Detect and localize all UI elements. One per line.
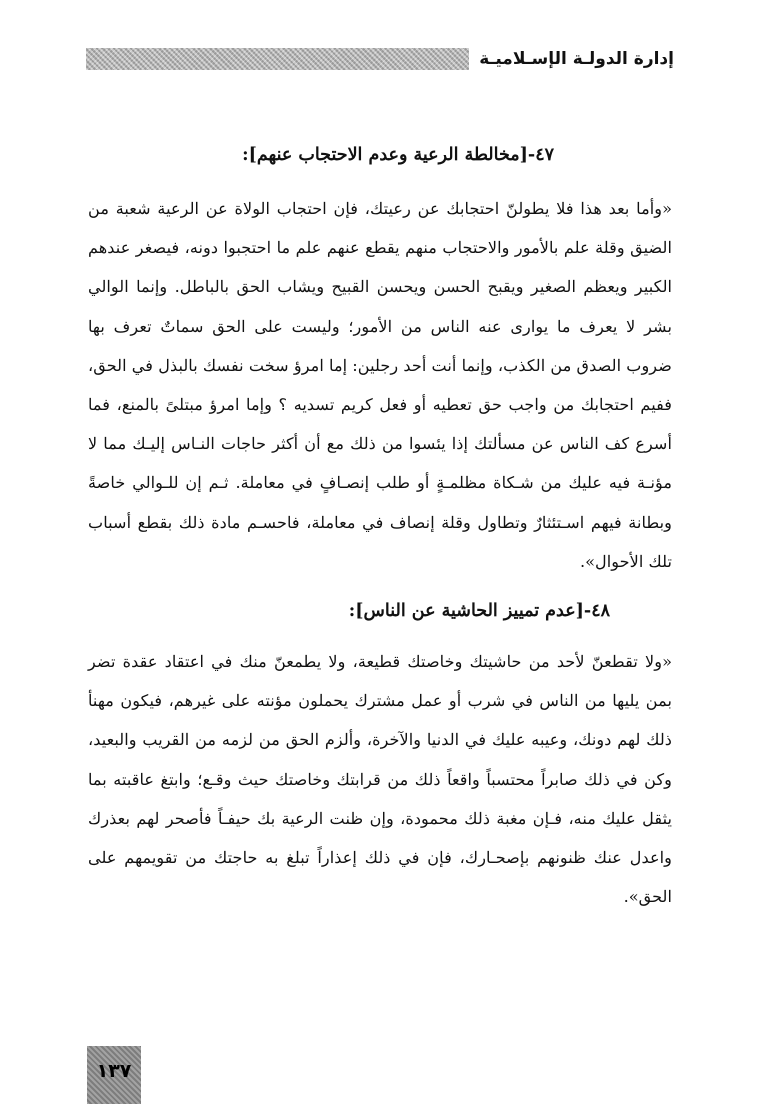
- section-heading-47: ٤٧-[مخالطة الرعية وعدم الاحتجاب عنهم]:: [242, 145, 554, 165]
- section-heading-48: ٤٨-[عدم تمييز الحاشية عن الناس]:: [348, 601, 610, 622]
- running-header-title: إدارة الدولـة الإسـلاميـة: [479, 49, 674, 69]
- section-paragraph-47: «وأما بعد هذا فلا يطولنّ احتجابك عن رعيتك، فإن احتجاب الولاة عن الرعية شعبة من الضيق وقلة علم بالأمور والاحتجاب منهم يقطع عنهم علم ما احتجبوا دونه، فيصغر عندهم الكبير ويعظم الصغير ويقبح الحسن ويحسن القبيح ويشاب الحق بالباطل. وإنما الوالي بشر لا يعرف ما يوارى عنه الناس من الأمور؛ وليست على الحق سماتٌ تعرف بها ضروب الصدق من الكذب، وإنما أنت أحد رجلين: إما امرؤ سخت نفسك بالبذل في الحق، ففيم احتجابك من واجب حق تعطيه أو فعل كريم تسديه ؟ وإما امرؤ مبتلىً بالمنع، فما أسرع كف الناس عن مسألتك إذا يئسوا من ذلك مع أن أكثر حاجات النـاس إليـك مما لا مؤنـة فيه عليك من شـكاة مظلمـةٍ أو طلب إنصـافٍ في معاملة. ثـم إن للـوالي خاصةً وبطانة فيهم اسـتئثارٌ وتطاول وقلة إنصاف في معاملة، فاحسـم مادة ذلك بقطع أسباب تلك الأحوال».: [88, 199, 672, 571]
- header-decorative-band: [86, 48, 469, 70]
- section-paragraph-48: «ولا تقطعنّ لأحد من حاشيتك وخاصتك قطيعة، ولا يطمعنّ منك في اعتقاد عقدة تضر بمن يليها من الناس في شرب أو عمل مشترك يحملون مؤنته على غيرهم، فيكون مهنأ ذلك لهم دونك، وعيبه عليك في الدنيا والآخرة، وألزم الحق من لزمه من القريب والبعيد، وكن في ذلك صابراً محتسباً واقعاً ذلك من قرابتك وخاصتك حيث وقـع؛ وابتغ عاقبته بما يثقل عليك منه، فـإن مغبة ذلك محمودة، وإن ظنت الرعية بك حيفـاً فأصحر لهم بعذرك واعدل عنك ظنونهم بإصحـارك، فإن في ذلك إعذاراً تبلغ به حاجتك من تقويمهم على الحق».: [88, 652, 672, 907]
- running-header: [86, 46, 674, 72]
- page-body: [88, 140, 672, 916]
- page-number: ١٣٧: [87, 1046, 141, 1104]
